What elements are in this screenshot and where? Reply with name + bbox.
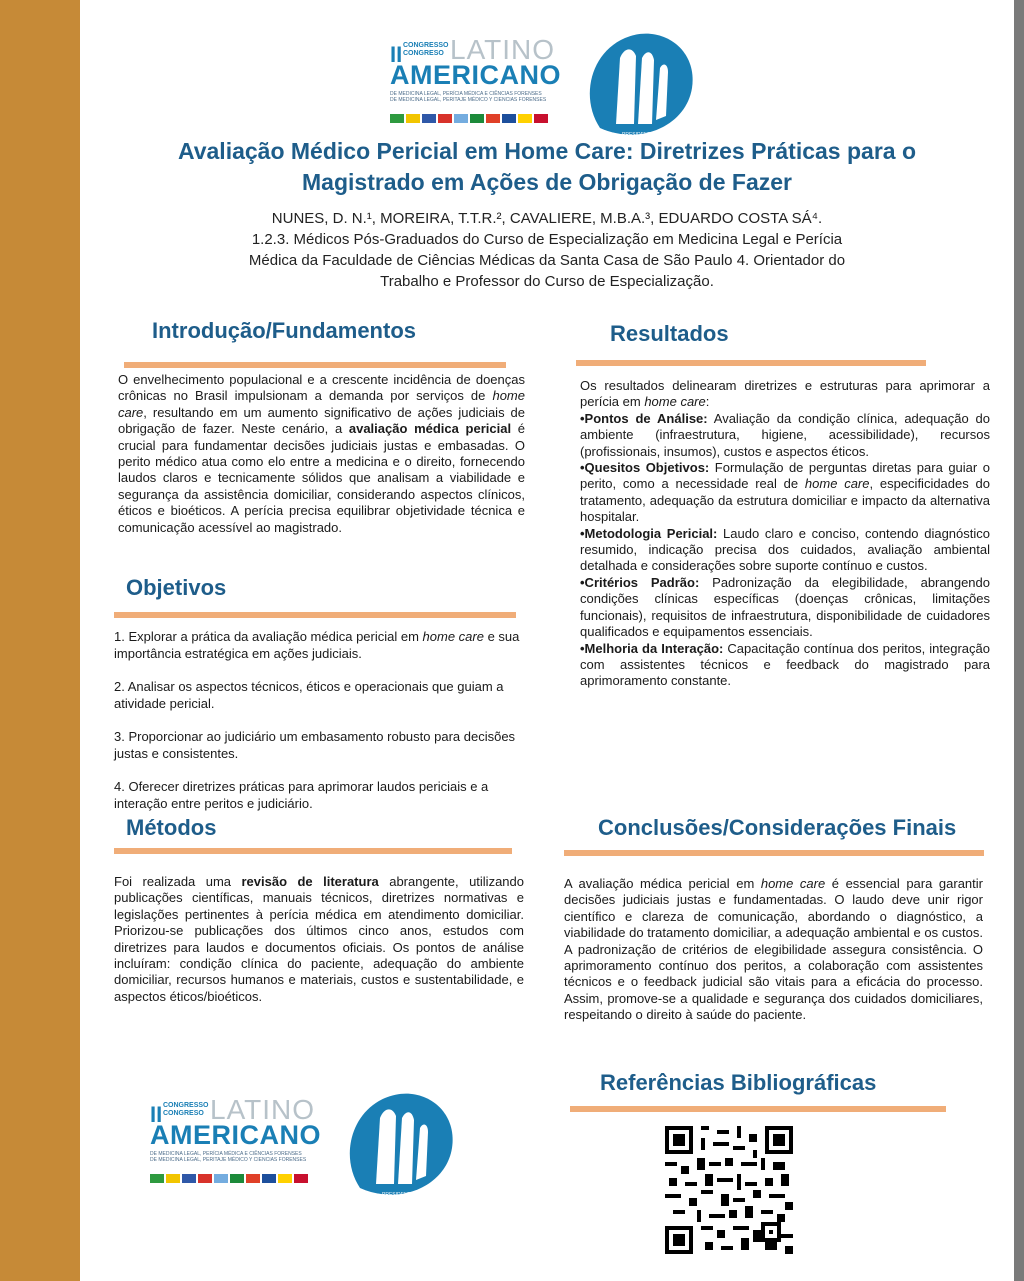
intro-p1: O envelhecimento populacional e a crescente incidência de doenças crônicas no Brasil impulsionam a demanda por serviços de: [118, 372, 525, 404]
logo-congress: [403, 42, 449, 58]
congress-logo-bottom: [150, 1096, 480, 1236]
resultado-text-1: Avaliação da condição clínica, adequação do ambiente (infraestrutura, higiene, acessibilidade), recursos (profissionais, insumos), custos e aspectos éticos.: [580, 410, 990, 459]
logo-sub1: DE MEDICINA LEGAL, PERÍCIA MÉDICA E CIÊNCIAS FORENSES: [390, 91, 542, 97]
logo-sub2: DE MEDICINA LEGAL, PERITAJE MÉDICO Y CIENCIAS FORENSES: [390, 97, 547, 103]
objetivos-heading: Objetivos: [126, 575, 227, 600]
resultado-text-2em: home care: [804, 476, 870, 492]
intro-em1: home care: [118, 388, 525, 420]
resultado-label-4: •Critérios Padrão:: [580, 574, 700, 590]
intro-heading: Introdução/Fundamentos: [152, 318, 416, 343]
affiliation-line-1: 1.2.3. Médicos Pós-Graduados do Curso de Especialização em Medicina Legal e Perícia: [251, 231, 843, 248]
resultados-intro: [580, 378, 990, 411]
metodos-text: [114, 874, 524, 1005]
resultado-text-4: Padronização da elegibilidade, abrangendo condições clínicas específicas (doenças crônicas, limitações funcionais), requisitos de infraestrutura, disponibilidade de cuidadores qualificados e equipamentos essenciais.: [580, 574, 990, 640]
logo-latino: LATINO: [450, 34, 556, 65]
objetivo-item: 3. Proporcionar ao judiciário um embasamento robusto para decisões justas e consistentes.: [114, 729, 516, 761]
objetivo-1b: e sua importância estratégica em ações judiciais.: [114, 629, 520, 661]
resultados-text: [580, 378, 990, 690]
logo-cong2: CONGRESO: [403, 50, 444, 57]
conclusoes-divider: [564, 850, 984, 856]
side-color-bar: [0, 0, 80, 1281]
logo-sub1: DE MEDICINA LEGAL, PERÍCIA MÉDICA E CIÊNCIAS FORENSES: [150, 1151, 302, 1157]
resultado-label-2: •Quesitos Objetivos:: [580, 460, 710, 476]
intro-text: [118, 372, 525, 536]
metodos-p2: abrangente, utilizando publicações científicas, manuais técnicos, diretrizes normativas e legislações pertinentes à perícia médica em atendimento domiciliar. Priorizou-se publicações dos últimos cinco anos, estudos com diretrizes para laudos e documentos oficiais. Os pontos de análise incluíram: condição clínica do paciente, adequação do ambiente domiciliar, recursos humanos e materiais, custos e sustentabilidade, e aspectos éticos/bioéticos.: [114, 874, 524, 1004]
resultado-text-2b: , especificidades do tratamento, adequação da estrutura domiciliar e impacto da alternativa hospitalar.: [580, 476, 990, 525]
affiliation-line-3: Trabalho e Professor do Curso de Especialização.: [380, 273, 714, 290]
resultados-intro-a: Os resultados delinearam diretrizes e estruturas para aprimorar a perícia em: [580, 378, 990, 410]
flags-strip: [390, 110, 570, 122]
resultado-item: [580, 575, 990, 641]
objetivo-item: [114, 628, 524, 662]
resultado-label-5: •Melhoria da Interação:: [580, 640, 724, 656]
mark-caption: PRESIDENTE: JRJ 2025: [382, 1192, 438, 1198]
resultado-item: [580, 411, 990, 460]
conclusoes-p2: é essencial para garantir decisões judiciais justas e fundamentadas. O laudo deve unir rigor científico e clareza de comunicação, abordando o diagnóstico, a viabilidade do tratamento domiciliar, a adequação ambiental e os custos. A padronização de critérios de elegibilidade assegura consistência. O aprimoramento contínuo dos peritos, a colaboração com assistentes técnicos e o feedback judicial são vitais para a eficácia do processo. Assim, promove-se a qualidade e segurança dos cuidados domiciliares, respeitando o direito à saúde do paciente.: [564, 876, 983, 1023]
qr-code-icon[interactable]: [665, 1126, 793, 1254]
metodos-heading: Métodos: [126, 815, 217, 840]
affiliation-line-2: Médica da Faculdade de Ciências Médicas da Santa Casa de São Paulo 4. Orientador do: [248, 252, 846, 269]
resultado-item: [580, 460, 990, 526]
poster: [80, 0, 1014, 1281]
resultados-intro-b: :: [705, 394, 710, 410]
waterfall-mark-icon: [580, 28, 698, 146]
conclusoes-text: [564, 876, 983, 1024]
resultado-text-3: Laudo claro e conciso, contendo diagnóstico resumido, indicação precisa dos cuidados, avaliação ambiental detalhada e considerações sobre suporte contínuo e custos.: [580, 525, 990, 574]
flags-strip: [150, 1170, 330, 1182]
logo-cong1: CONGRESSO: [163, 1102, 209, 1109]
resultado-item: [580, 526, 990, 575]
poster-title: Avaliação Médico Pericial em Home Care: Diretrizes Práticas para o Magistrado em Ações de Obrigação de Fazer: [177, 138, 917, 195]
resultados-heading: Resultados: [610, 321, 729, 346]
resultado-label-3: •Metodologia Pericial:: [580, 525, 718, 541]
intro-p3: é crucial para fundamentar decisões judiciais justas e embasadas. O perito médico atua como elo entre a medicina e o direito, fornecendo laudos claros e tecnicamente sólidos que analisam a viabilidade e segurança da assistência domiciliar, considerando aspectos clínicos, éticos e bioéticos. A perícia precisa equilibrar objetividade técnica e comunicação acessível ao magistrado.: [118, 421, 525, 535]
intro-b1: avaliação médica pericial: [348, 421, 512, 437]
conclusoes-p1: A avaliação médica pericial em: [564, 876, 761, 891]
resultado-text-2a: Formulação de perguntas diretas para guiar o perito, como a necessidade real de: [580, 460, 990, 492]
logo-subtitle: [150, 1151, 340, 1163]
referencias-heading: Referências Bibliográficas: [600, 1070, 877, 1095]
logo-cong1: CONGRESSO: [403, 42, 449, 49]
objetivo-1a: 1. Explorar a prática da avaliação médica pericial em: [114, 629, 423, 644]
objetivo-item: 4. Oferecer diretrizes práticas para aprimorar laudos periciais e a interação entre peritos e judiciário.: [114, 779, 489, 811]
logo-latino: LATINO: [210, 1094, 316, 1125]
resultados-intro-em: home care: [644, 394, 706, 410]
objetivos-list: [114, 628, 524, 828]
logo-roman: II: [390, 42, 403, 67]
logo-americano: AMERICANO: [390, 60, 561, 90]
logo-roman: II: [150, 1102, 163, 1127]
objetivo-1em: home care: [422, 629, 484, 644]
authors-block: [120, 208, 974, 292]
logo-subtitle: [390, 91, 580, 103]
mark-caption: PRESIDENTE: JRJ 2025: [622, 132, 678, 138]
referencias-divider: [570, 1106, 946, 1112]
resultado-label-1: •Pontos de Análise:: [580, 410, 708, 426]
conclusoes-em1: home care: [760, 876, 826, 891]
intro-p2: , resultando em um aumento significativo de ações judiciais de obrigação de fazer. Neste cenário, a: [118, 404, 525, 437]
resultado-text-5: Capacitação contínua dos peritos, integração com assistentes técnicos e feedback do magistrado para aprimoramento constante.: [580, 640, 990, 689]
objetivos-divider: [114, 612, 516, 618]
objetivo-item: 2. Analisar os aspectos técnicos, éticos e operacionais que guiam a atividade pericial.: [114, 679, 504, 711]
waterfall-mark-icon: [340, 1088, 458, 1206]
logo-cong2: CONGRESO: [163, 1110, 204, 1117]
logo-americano: AMERICANO: [150, 1120, 321, 1150]
logo-congress: [163, 1102, 209, 1118]
metodos-p1: Foi realizada uma: [114, 874, 242, 889]
intro-divider: [124, 362, 506, 368]
metodos-b1: revisão de literatura: [241, 874, 379, 889]
metodos-divider: [114, 848, 512, 854]
logo-sub2: DE MEDICINA LEGAL, PERITAJE MÉDICO Y CIENCIAS FORENSES: [150, 1157, 307, 1163]
conclusoes-heading: Conclusões/Considerações Finais: [598, 815, 957, 840]
resultados-divider: [576, 360, 926, 366]
resultado-item: [580, 641, 990, 690]
author-names: NUNES, D. N.¹, MOREIRA, T.T.R.², CAVALIERE, M.B.A.³, EDUARDO COSTA SÁ⁴.: [271, 210, 823, 227]
